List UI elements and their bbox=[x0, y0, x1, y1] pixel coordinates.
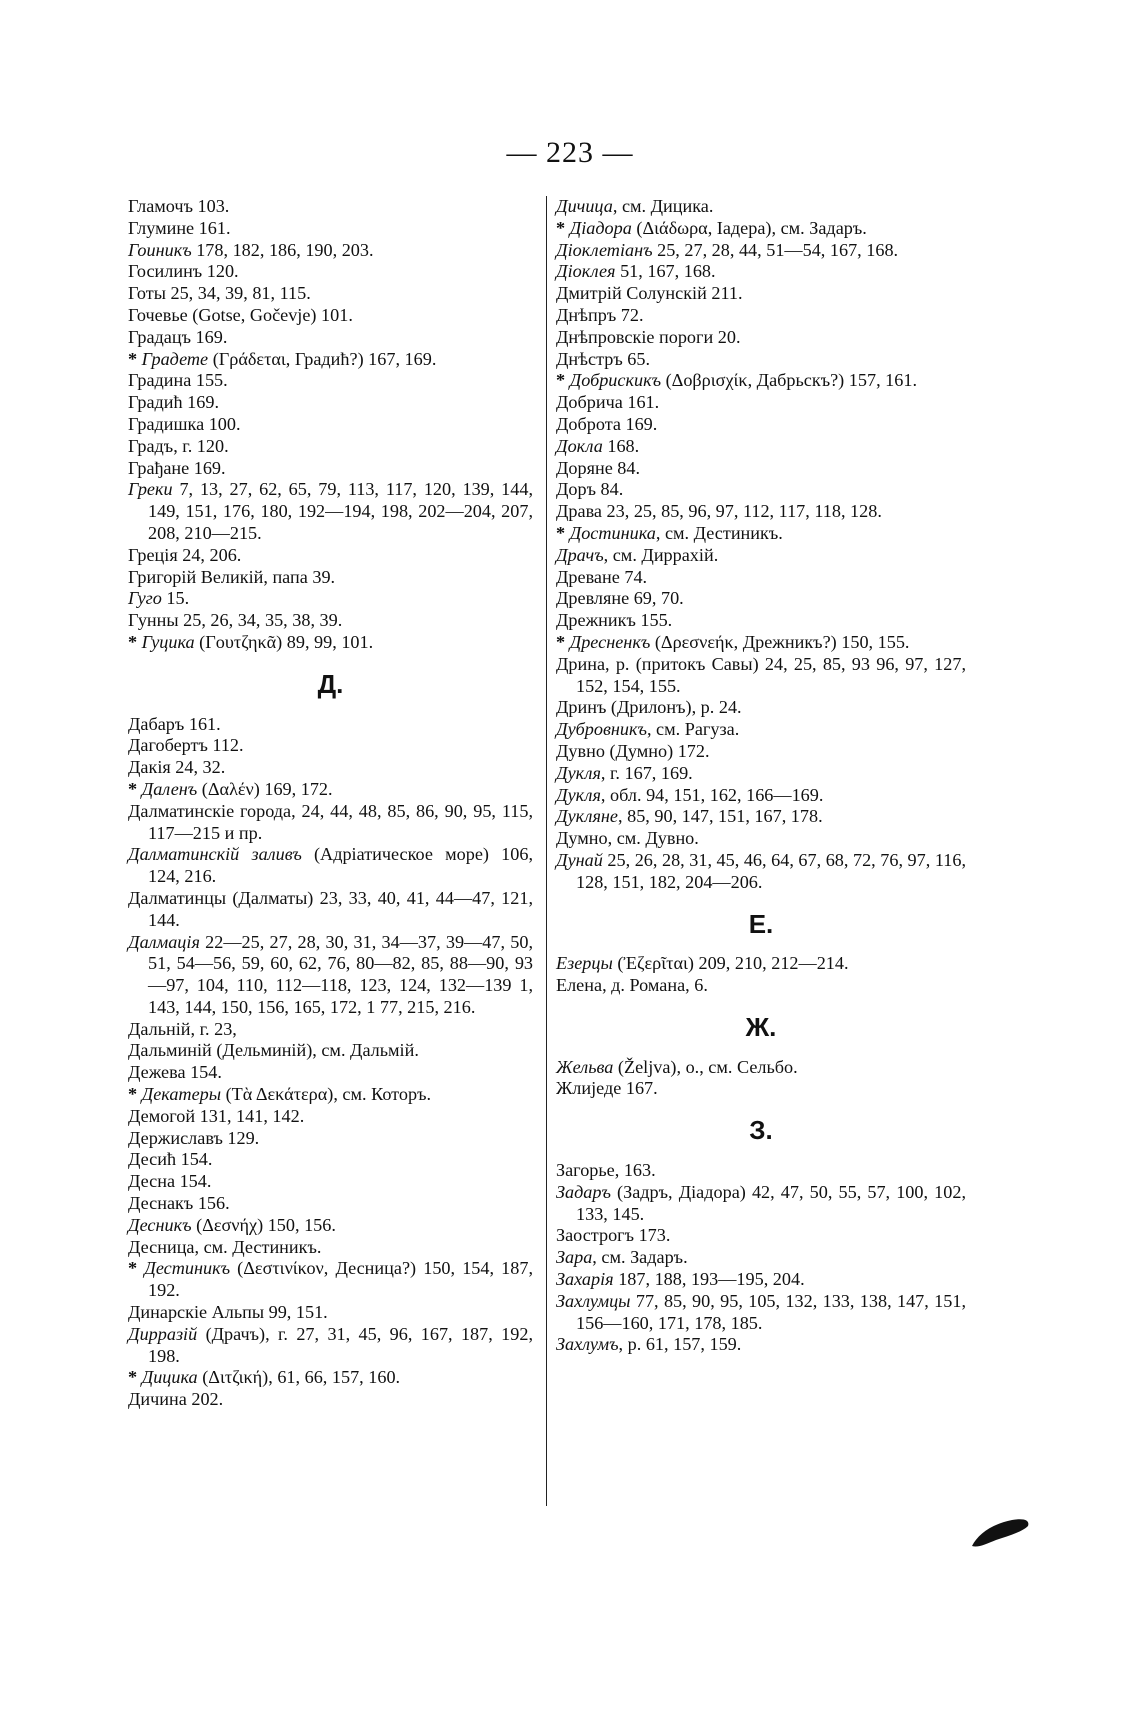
index-entry bbox=[556, 1160, 966, 1182]
entry-star-marker: * bbox=[128, 1258, 145, 1279]
entry-text: Динарскіе Альпы 99, 151. bbox=[128, 1302, 328, 1323]
entry-headword: Далмація bbox=[128, 931, 200, 952]
entry-text: Доброта 169. bbox=[556, 413, 658, 434]
entry-text: , см. Рагуза. bbox=[646, 719, 740, 740]
index-entry bbox=[556, 1182, 966, 1226]
index-entry bbox=[556, 414, 966, 436]
index-entry bbox=[128, 545, 533, 567]
entry-text: 51, 167, 168. bbox=[615, 261, 716, 282]
entry-text: Дежева 154. bbox=[128, 1062, 222, 1083]
entry-text: Дринъ (Дрилонъ), р. 24. bbox=[556, 697, 742, 718]
index-entry bbox=[556, 567, 966, 589]
entry-text: 187, 188, 193—195, 204. bbox=[613, 1269, 805, 1290]
index-entry bbox=[556, 327, 966, 349]
section-heading: Е. bbox=[748, 908, 774, 939]
entry-text: (Γουτζηκᾶ) 89, 99, 101. bbox=[194, 631, 374, 652]
index-entry bbox=[128, 801, 533, 845]
ink-blot-mark bbox=[968, 1516, 1032, 1550]
index-entry bbox=[128, 779, 533, 801]
entry-headword: Захлумъ bbox=[556, 1334, 619, 1355]
index-entry bbox=[128, 610, 533, 632]
index-entry bbox=[556, 1291, 966, 1335]
index-entry bbox=[556, 632, 966, 654]
entry-text: Дрежникъ 155. bbox=[556, 610, 673, 631]
entry-text: Дагобертъ 112. bbox=[128, 735, 244, 756]
index-entry bbox=[556, 523, 966, 545]
entry-text: 22—25, 27, 28, 30, 31, 34—37, 39—47, 50, 51, 54—56, 59, 60, 62, 76, 80—82, 85, 88—90, 93—97, 104, 110, 112—118, 123, 124, 132—139 1, 143, 144, 150, 156, 165, 172, 1 77, 215, 216. bbox=[148, 931, 533, 1017]
entry-headword: Гуго bbox=[128, 588, 162, 609]
index-entry bbox=[128, 414, 533, 436]
entry-text: Десић 154. bbox=[128, 1149, 213, 1170]
page-number: — 223 — bbox=[506, 136, 634, 169]
entry-headword: Задаръ bbox=[556, 1181, 611, 1202]
entry-text: (Δρεσνεήκ, Дрежникъ?) 150, 155. bbox=[650, 631, 910, 652]
index-entry bbox=[556, 392, 966, 414]
entry-text: Десна 154. bbox=[128, 1171, 212, 1192]
entry-headword: Жельва bbox=[556, 1056, 614, 1077]
index-entry bbox=[128, 240, 533, 262]
entry-text: 168. bbox=[602, 435, 640, 456]
index-entry bbox=[128, 305, 533, 327]
entry-text: Глумине 161. bbox=[128, 217, 231, 238]
entry-star-marker: * bbox=[128, 778, 142, 799]
entry-text: Древляне 69, 70. bbox=[556, 588, 684, 609]
index-entry bbox=[556, 283, 966, 305]
entry-text: , см. Дицика. bbox=[612, 196, 714, 216]
index-entry bbox=[128, 1258, 533, 1302]
entry-text: (Задръ, Діадора) 42, 47, 50, 55, 57, 100, 102, 133, 145. bbox=[576, 1181, 966, 1224]
index-entry bbox=[128, 283, 533, 305]
index-entry bbox=[128, 349, 533, 371]
index-entry bbox=[128, 370, 533, 392]
index-entry bbox=[556, 975, 966, 997]
entry-headword: Дичица bbox=[556, 196, 613, 216]
index-entry bbox=[128, 218, 533, 240]
index-entry bbox=[128, 1324, 533, 1368]
entry-text: (Драчъ), г. 27, 31, 45, 96, 167, 187, 192, 198. bbox=[148, 1323, 533, 1366]
entry-headword: Діадора bbox=[569, 217, 632, 238]
index-entry bbox=[128, 261, 533, 283]
entry-headword: Дицика bbox=[141, 1367, 198, 1388]
entry-text: Днѣпръ 72. bbox=[556, 304, 644, 325]
entry-text: Гламочъ 103. bbox=[128, 196, 230, 216]
entry-text: (Адріатическое море) 106, 124, 216. bbox=[148, 844, 533, 887]
index-entry bbox=[556, 1247, 966, 1269]
entry-text: , см. Диррахій. bbox=[603, 544, 719, 565]
entry-headword: Дубровникъ bbox=[556, 719, 647, 740]
index-entry bbox=[556, 1334, 966, 1356]
index-entry bbox=[128, 1040, 533, 1062]
entry-text: Дабаръ 161. bbox=[128, 713, 221, 734]
entry-text: 25, 26, 28, 31, 45, 46, 64, 67, 68, 72, 76, 97, 116, 128, 151, 182, 204—206. bbox=[576, 849, 966, 892]
index-entry bbox=[556, 1269, 966, 1291]
entry-headword: Дестиникъ bbox=[144, 1258, 231, 1279]
entry-headword: Дукля bbox=[556, 762, 601, 783]
index-entry bbox=[128, 1062, 533, 1084]
index-entry bbox=[128, 1019, 533, 1041]
entry-text: Дичина 202. bbox=[128, 1389, 224, 1410]
entry-star-marker: * bbox=[556, 217, 570, 238]
entry-headword: Захарія bbox=[556, 1269, 614, 1290]
entry-text: Деснакъ 156. bbox=[128, 1193, 230, 1214]
index-entry bbox=[128, 1237, 533, 1259]
index-entry bbox=[128, 588, 533, 610]
index-entry bbox=[556, 479, 966, 501]
index-entry bbox=[556, 828, 966, 850]
entry-text: (Δαλέν) 169, 172. bbox=[197, 778, 333, 799]
entry-text: 77, 85, 90, 95, 105, 132, 133, 138, 147, 151, 156—160, 171, 178, 185. bbox=[576, 1290, 966, 1333]
index-entry bbox=[128, 735, 533, 757]
entry-text: (Διάδωρα, Іадера), см. Задаръ. bbox=[631, 217, 867, 238]
entry-text: (Δοβρισχίκ, Дабрьскъ?) 157, 161. bbox=[661, 370, 917, 391]
entry-text: Гунны 25, 26, 34, 35, 38, 39. bbox=[128, 610, 343, 631]
index-entry bbox=[556, 305, 966, 327]
entry-headword: Діоклетіанъ bbox=[556, 239, 653, 260]
entry-text: Григорій Великій, папа 39. bbox=[128, 566, 336, 587]
entry-text: (Željva), о., см. Сельбо. bbox=[613, 1056, 798, 1077]
entry-text: Градић 169. bbox=[128, 392, 219, 413]
entry-text: (Δεσνήχ) 150, 156. bbox=[191, 1214, 336, 1235]
entry-text: Днѣстръ 65. bbox=[556, 348, 651, 369]
index-entry bbox=[128, 1106, 533, 1128]
index-entry bbox=[128, 757, 533, 779]
entry-text: Демогой 131, 141, 142. bbox=[128, 1105, 305, 1126]
entry-headword: Драчъ bbox=[556, 544, 604, 565]
entry-text: Дмитрій Солунскій 211. bbox=[556, 283, 743, 304]
index-entry bbox=[128, 1171, 533, 1193]
index-entry bbox=[556, 458, 966, 480]
entry-headword: Докла bbox=[556, 435, 603, 456]
entry-text: Загорье, 163. bbox=[556, 1160, 656, 1181]
index-entry bbox=[128, 567, 533, 589]
entry-headword: Дукляне bbox=[556, 806, 618, 827]
entry-text: Греція 24, 206. bbox=[128, 544, 242, 565]
index-entry bbox=[556, 349, 966, 371]
entry-text: (Ἐζερῖται) 209, 210, 212—214. bbox=[612, 953, 849, 974]
index-entry bbox=[556, 953, 966, 975]
entry-text: Градацъ 169. bbox=[128, 326, 228, 347]
index-entry bbox=[128, 392, 533, 414]
entry-headword: Дресненкъ bbox=[569, 631, 651, 652]
index-entry bbox=[556, 763, 966, 785]
column-divider bbox=[546, 196, 547, 1506]
entry-headword: Греки bbox=[128, 479, 173, 500]
entry-text: Дальминій (Дельминій), см. Дальмій. bbox=[128, 1040, 419, 1061]
index-entry bbox=[128, 632, 533, 654]
entry-text: Гочевье (Gotse, Gočevje) 101. bbox=[128, 304, 353, 325]
entry-text: Градина 155. bbox=[128, 370, 228, 391]
entry-headword: Далматинскій заливъ bbox=[128, 844, 302, 865]
entry-text: 178, 182, 186, 190, 203. bbox=[191, 239, 374, 260]
entry-star-marker: * bbox=[128, 1084, 142, 1105]
index-entry bbox=[128, 1215, 533, 1237]
entry-text: , р. 61, 157, 159. bbox=[618, 1334, 742, 1355]
entry-headword: Даленъ bbox=[141, 778, 198, 799]
entry-text: Думно, см. Дувно. bbox=[556, 828, 699, 849]
index-entry bbox=[128, 1149, 533, 1171]
entry-text: Госилинъ 120. bbox=[128, 261, 239, 282]
index-entry bbox=[128, 714, 533, 736]
entry-text: , г. 167, 169. bbox=[600, 762, 693, 783]
index-entry bbox=[128, 1367, 533, 1389]
entry-text: Доръ 84. bbox=[556, 479, 624, 500]
entry-headword: Декатеры bbox=[141, 1084, 222, 1105]
entry-headword: Градете bbox=[141, 348, 209, 369]
index-entry bbox=[556, 697, 966, 719]
entry-text: Дувно (Думно) 172. bbox=[556, 740, 710, 761]
index-entry bbox=[556, 850, 966, 894]
index-entry bbox=[128, 1084, 533, 1106]
entry-star-marker: * bbox=[128, 631, 142, 652]
entry-headword: Дирразій bbox=[128, 1323, 198, 1344]
index-entry bbox=[128, 1302, 533, 1324]
section-heading: З. bbox=[749, 1115, 773, 1146]
entry-text: , см. Задаръ. bbox=[592, 1247, 688, 1268]
entry-text: 7, 13, 27, 62, 65, 79, 113, 117, 120, 139, 144, 149, 151, 176, 180, 192—194, 198, 202—204, 207, 208, 210—215. bbox=[148, 479, 533, 543]
index-entry bbox=[556, 1225, 966, 1247]
entry-text: , см. Дестиникъ. bbox=[655, 522, 783, 543]
entry-text: Готы 25, 34, 39, 81, 115. bbox=[128, 283, 311, 304]
section-heading: Д. bbox=[317, 668, 344, 699]
index-entry bbox=[128, 1193, 533, 1215]
entry-star-marker: * bbox=[128, 1367, 142, 1388]
entry-headword: Дукля bbox=[556, 784, 601, 805]
entry-text: Добрича 161. bbox=[556, 392, 660, 413]
index-entry bbox=[556, 240, 966, 262]
entry-headword: Гоиникъ bbox=[128, 239, 192, 260]
entry-text: Жлиједе 167. bbox=[556, 1078, 658, 1099]
index-entry bbox=[556, 610, 966, 632]
index-entry bbox=[128, 844, 533, 888]
index-entry bbox=[128, 932, 533, 1019]
entry-text: Градъ, г. 120. bbox=[128, 435, 229, 456]
entry-text: , 85, 90, 147, 151, 167, 178. bbox=[618, 806, 823, 827]
entry-text: (Διτζική), 61, 66, 157, 160. bbox=[197, 1367, 401, 1388]
entry-text: Десница, см. Дестиникъ. bbox=[128, 1236, 322, 1257]
entry-text: Доряне 84. bbox=[556, 457, 641, 478]
index-entry bbox=[556, 1057, 966, 1079]
entry-star-marker: * bbox=[556, 631, 570, 652]
entry-star-marker: * bbox=[556, 370, 570, 391]
entry-text: (Δεστινίκον, Десница?) 150, 154, 187, 192. bbox=[148, 1258, 534, 1301]
index-entry bbox=[556, 741, 966, 763]
entry-text: Днѣпровскіе пороги 20. bbox=[556, 326, 741, 347]
section-heading: Ж. bbox=[745, 1011, 777, 1042]
index-entry bbox=[128, 479, 533, 544]
index-entry bbox=[556, 1078, 966, 1100]
index-entry bbox=[128, 458, 533, 480]
index-entry bbox=[556, 785, 966, 807]
entry-text: Древане 74. bbox=[556, 566, 648, 587]
index-entry bbox=[128, 1389, 533, 1411]
entry-text: , обл. 94, 151, 162, 166—169. bbox=[600, 784, 824, 805]
index-entry bbox=[556, 654, 966, 698]
entry-text: Грађане 169. bbox=[128, 457, 226, 478]
entry-text: 15. bbox=[161, 588, 190, 609]
index-entry bbox=[556, 806, 966, 828]
entry-text: Держиславъ 129. bbox=[128, 1127, 260, 1148]
entry-text: Елена, д. Романа, 6. bbox=[556, 975, 708, 996]
index-entry bbox=[128, 327, 533, 349]
entry-text: Дрина, р. (притокъ Савы) 24, 25, 85, 93 96, 97, 127, 152, 154, 155. bbox=[556, 653, 966, 696]
entry-text: (Τὰ Δεκάτερα), см. Которъ. bbox=[221, 1084, 432, 1105]
entry-text: Далматинцы (Далматы) 23, 33, 40, 41, 44—47, 121, 144. bbox=[128, 887, 533, 930]
entry-headword: Достиника bbox=[569, 522, 656, 543]
index-entry bbox=[556, 501, 966, 523]
index-entry bbox=[556, 545, 966, 567]
entry-text: Заострогъ 173. bbox=[556, 1225, 671, 1246]
entry-text: Драва 23, 25, 85, 96, 97, 112, 117, 118, 128. bbox=[556, 501, 882, 522]
index-entry bbox=[128, 196, 533, 218]
entry-headword: Зара bbox=[556, 1247, 593, 1268]
entry-text: Дакія 24, 32. bbox=[128, 757, 226, 778]
index-entry bbox=[128, 436, 533, 458]
entry-headword: Добрискикъ bbox=[569, 370, 662, 391]
index-entry bbox=[556, 218, 966, 240]
index-entry bbox=[556, 370, 966, 392]
index-entry bbox=[556, 588, 966, 610]
index-column-right bbox=[556, 196, 966, 1356]
entry-headword: Десникъ bbox=[128, 1214, 192, 1235]
entry-headword: Діоклея bbox=[556, 261, 616, 282]
index-entry bbox=[556, 196, 966, 218]
entry-headword: Захлумцы bbox=[556, 1290, 631, 1311]
entry-text: Градишка 100. bbox=[128, 413, 241, 434]
entry-text: (Γράδεται, Градић?) 167, 169. bbox=[208, 348, 437, 369]
entry-text: Далматинскіе города, 24, 44, 48, 85, 86, 90, 95, 115, 117—215 и пр. bbox=[128, 800, 533, 843]
entry-headword: Дунай bbox=[556, 849, 603, 870]
entry-text: 25, 27, 28, 44, 51—54, 167, 168. bbox=[652, 239, 899, 260]
entry-headword: Гуцика bbox=[141, 631, 195, 652]
index-entry bbox=[556, 719, 966, 741]
entry-text: Дальній, г. 23, bbox=[128, 1018, 237, 1039]
entry-headword: Езерцы bbox=[556, 953, 613, 974]
index-column-left bbox=[128, 196, 533, 1411]
index-entry bbox=[556, 436, 966, 458]
index-entry bbox=[128, 1128, 533, 1150]
entry-star-marker: * bbox=[556, 522, 570, 543]
index-entry bbox=[128, 888, 533, 932]
entry-star-marker: * bbox=[128, 348, 142, 369]
index-entry bbox=[556, 261, 966, 283]
